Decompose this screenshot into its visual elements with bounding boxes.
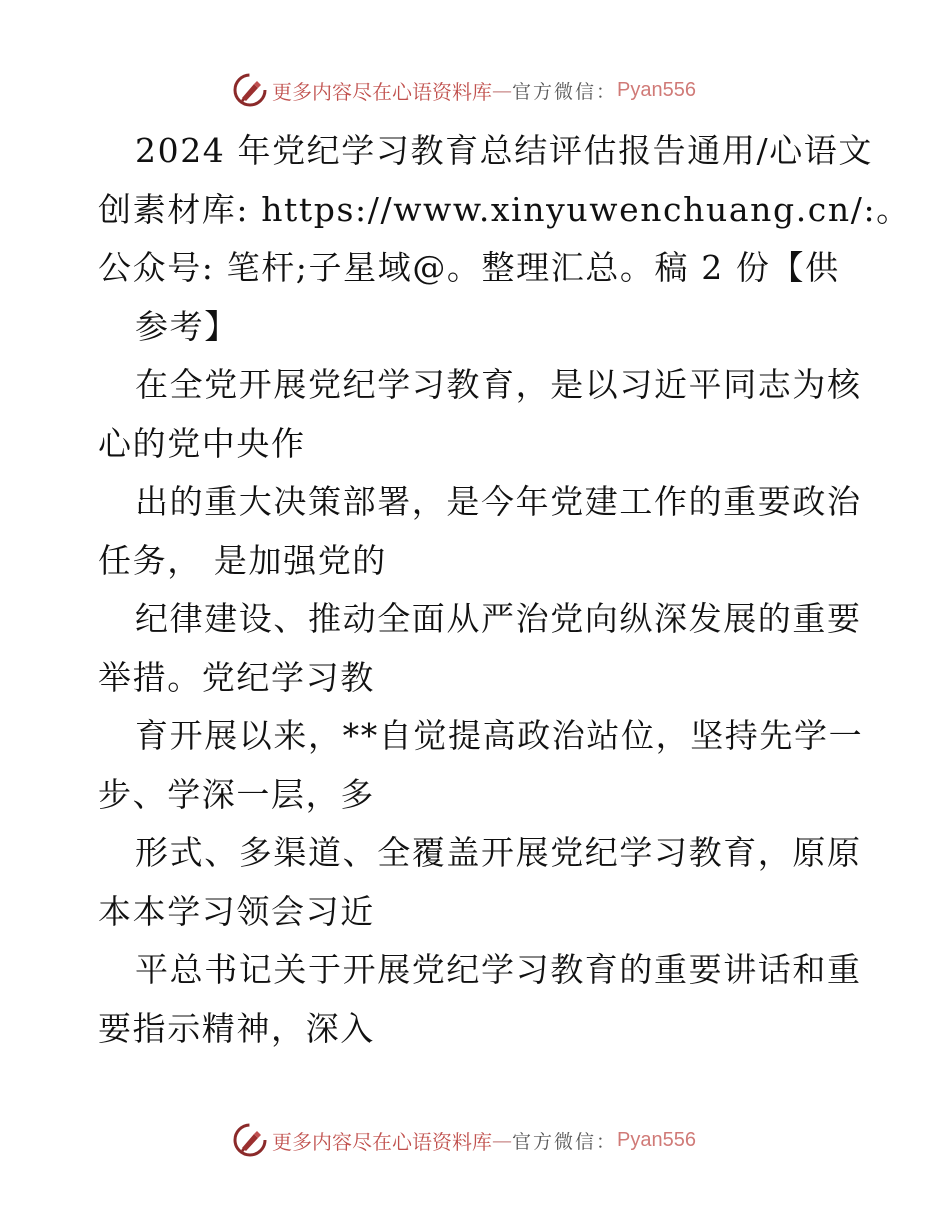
doc-line: 纪律建设、推动全面从严治党向纵深发展的重要: [135, 599, 862, 638]
doc-line: 举措。党纪学习教: [98, 657, 375, 697]
doc-line: 心的党中央作: [98, 423, 306, 463]
doc-line: 平总书记关于开展党纪学习教育的重要讲话和重: [135, 950, 862, 989]
banner-site-text: 更多内容尽在心语资料库: [272, 79, 492, 104]
banner-dash: —: [492, 78, 512, 102]
doc-line: 参考】: [135, 306, 239, 346]
doc-line: 本本学习领会习近: [98, 891, 375, 931]
doc-line: 形式、多渠道、全覆盖开展党纪学习教育，原原: [135, 833, 862, 872]
doc-line: 步、学深一层，多: [98, 774, 375, 814]
doc-line: 创素材库: https://www.xinyuwenchuang.cn/:。: [98, 189, 911, 229]
doc-line: 育开展以来，**自觉提高政治站位，坚持先学一: [135, 716, 864, 755]
doc-line: 任务， 是加强党的: [98, 540, 387, 580]
pen-logo-icon: [232, 1122, 268, 1158]
doc-line: 在全党开展党纪学习教育，是以习近平同志为核: [135, 365, 862, 404]
header-banner: [232, 70, 696, 110]
banner-dash: —: [492, 1128, 512, 1152]
doc-line: 要指示精神，深入: [98, 1008, 375, 1048]
banner-wechat-label: 官方微信：: [512, 80, 618, 103]
banner-site-text: 更多内容尽在心语资料库: [272, 1129, 492, 1154]
banner-wechat-label: 官方微信：: [512, 1130, 618, 1153]
doc-line: 公众号: 笔杆;子星域@。整理汇总。稿 2 份【供: [98, 248, 840, 287]
pen-logo-icon: [232, 72, 268, 108]
doc-line: 出的重大决策部署，是今年党建工作的重要政治: [135, 482, 862, 521]
banner-wechat-id: Pyan556: [617, 1128, 696, 1151]
banner-wechat-id: Pyan556: [617, 78, 696, 101]
doc-line: 2024 年党纪学习教育总结评估报告通用/心语文: [135, 131, 873, 170]
footer-banner: [232, 1120, 696, 1160]
document-body: [98, 122, 911, 1058]
